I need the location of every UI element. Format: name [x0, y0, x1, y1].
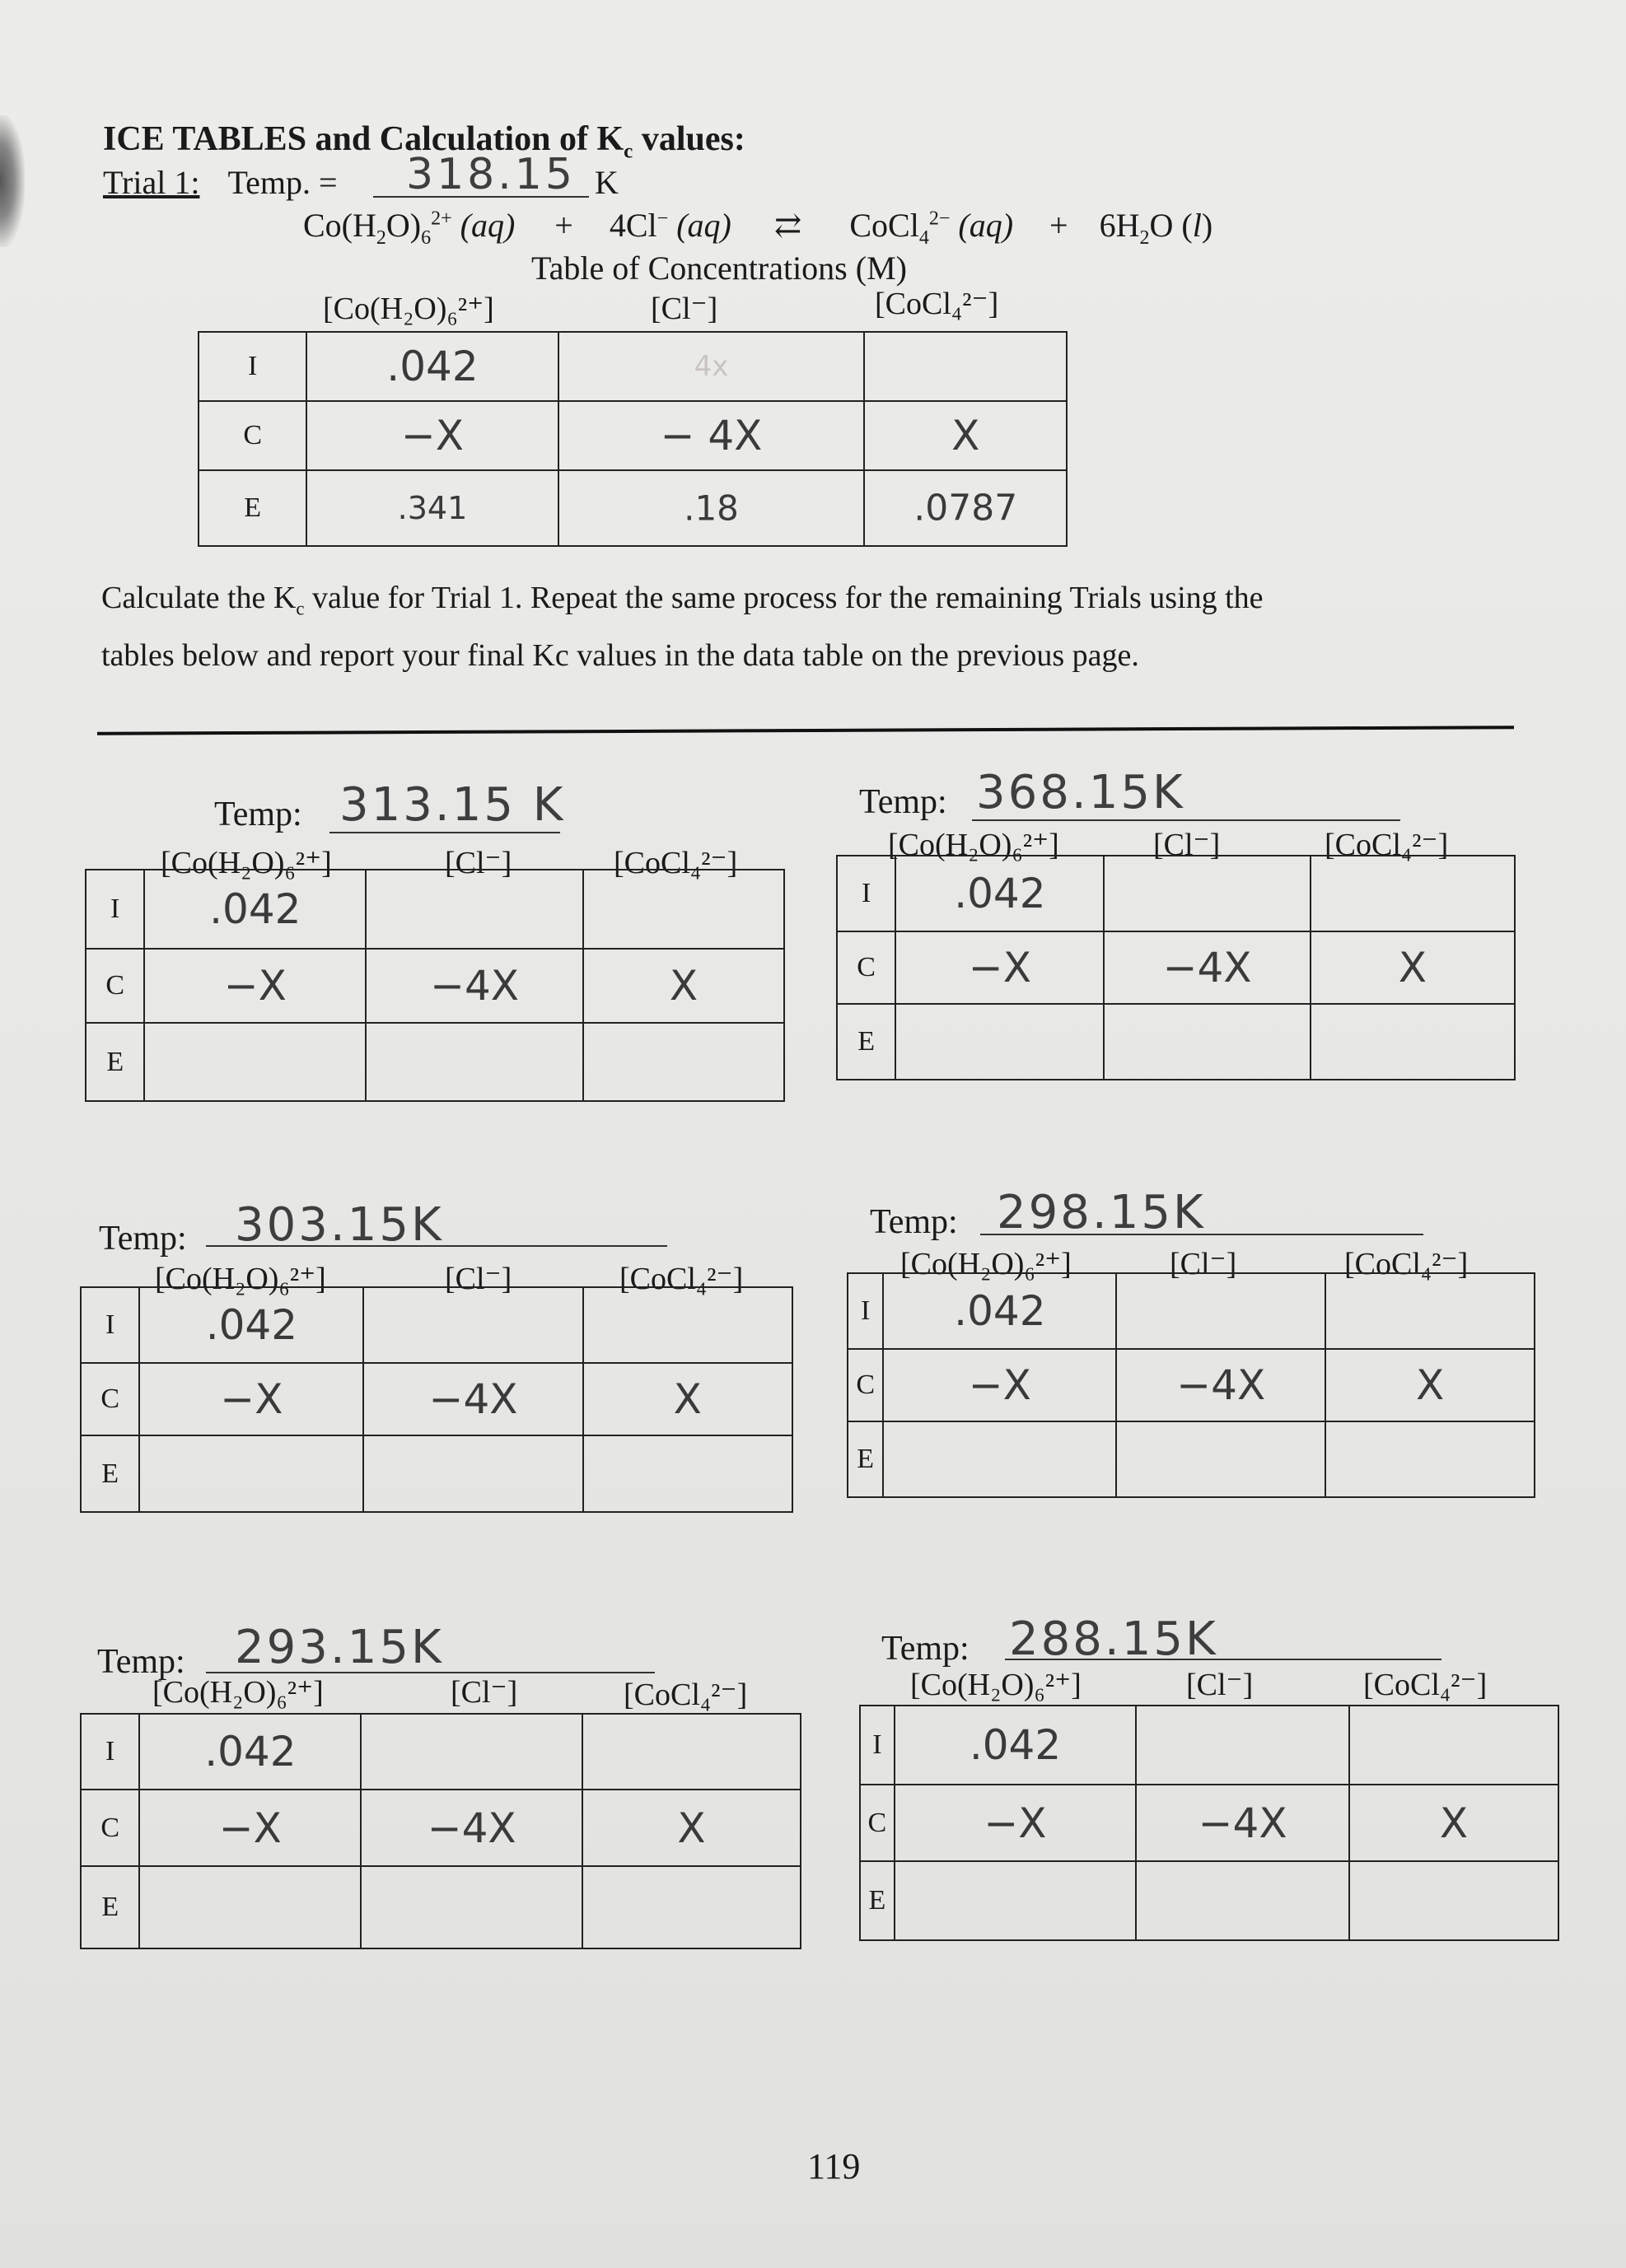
trial5-ice-table [847, 1272, 1535, 1498]
trial2-cell-e-2[interactable] [583, 1023, 784, 1101]
cell-value: −4X [1162, 944, 1252, 992]
trial1-ice-table [198, 331, 1068, 547]
eq-r1: Co(H [303, 207, 376, 244]
table-row [81, 1363, 792, 1435]
trial1-temp-row [103, 163, 338, 202]
trial2-head-co: [Co(H₂O)₆²⁺] [161, 846, 332, 880]
trial3-temp-label: Temp: [859, 783, 947, 821]
trial3-cell-e-0[interactable] [895, 1004, 1104, 1080]
trial6-ice-table [80, 1713, 801, 1949]
cell-value: −4X [427, 1804, 516, 1852]
trial2-cell-e-0[interactable] [144, 1023, 366, 1101]
trial5-head-co: [Co(H₂O)₆²⁺] [900, 1247, 1072, 1281]
trial3-cell-c-0[interactable] [895, 931, 1104, 1004]
eq-p2-state: l [1192, 207, 1202, 244]
cell-value: .042 [204, 1728, 297, 1776]
trial6-cell-i-1[interactable] [361, 1714, 582, 1790]
trial4-head-cl: [Cl⁻] [445, 1262, 512, 1296]
trial7-head-cocl4: [CoCl₄²⁻] [1363, 1668, 1488, 1702]
trial5-head-cocl4: [CoCl₄²⁻] [1344, 1247, 1469, 1281]
row-label-i: I [848, 1273, 883, 1349]
page-edge-shadow [0, 115, 25, 247]
table-row [81, 1790, 801, 1866]
trial2-cell-i-1[interactable] [366, 870, 583, 949]
t1-cell-i-cl[interactable] [558, 332, 865, 401]
table-row [199, 470, 1067, 546]
trial2-temp-value: 313.15 K [339, 778, 566, 832]
trial6-cell-i-0[interactable] [139, 1714, 361, 1790]
t1-cell-i-cocl4[interactable] [864, 332, 1067, 401]
cell-value: .18 [684, 488, 739, 529]
trial5-cell-c-2[interactable] [1325, 1349, 1535, 1421]
trial3-cell-i-2[interactable] [1311, 856, 1515, 931]
row-label-i: I [81, 1287, 139, 1363]
trial4-cell-c-0[interactable] [139, 1363, 363, 1435]
title-text: ICE TABLES and Calculation of K [103, 120, 624, 158]
cell-value: − 4X [660, 412, 763, 460]
trial7-head-co: [Co(H₂O)₆²⁺] [910, 1668, 1082, 1702]
trial6-temp-value: 293.15K [235, 1621, 444, 1674]
eq-r2-state: (aq) [668, 207, 731, 244]
trial4-cell-e-0[interactable] [139, 1435, 363, 1512]
table-row [199, 332, 1067, 401]
t1-cell-e-cl[interactable] [558, 470, 865, 546]
trial1-label: Trial 1: [103, 164, 200, 201]
table-row [81, 1435, 792, 1512]
cell-value: X [1398, 944, 1427, 992]
trial7-head-cl: [Cl⁻] [1186, 1668, 1254, 1702]
trial5-cell-e-1[interactable] [1116, 1421, 1325, 1497]
row-label-i: I [86, 870, 144, 949]
eq-p1-sub: 4 [918, 227, 929, 249]
trial3-head-co: [Co(H₂O)₆²⁺] [888, 828, 1059, 862]
instr-l1-end: value for Trial 1. Repeat the same process for the remaining Trials using the [304, 581, 1264, 615]
trial5-cell-i-0[interactable] [883, 1273, 1116, 1349]
t1-cell-e-co[interactable] [306, 470, 558, 546]
table-row [860, 1785, 1558, 1861]
table-row [860, 1706, 1558, 1785]
eq-plus1: + [554, 207, 573, 244]
cell-value: −X [220, 1375, 283, 1423]
trial1-temp-value: 318.15 [406, 150, 576, 199]
table-row [860, 1861, 1558, 1940]
row-label-i: I [81, 1714, 139, 1790]
eq-r1-state: (aq) [451, 207, 516, 244]
trial3-cell-i-0[interactable] [895, 856, 1104, 931]
trial5-cell-e-0[interactable] [883, 1421, 1116, 1497]
trial7-cell-i-1[interactable] [1136, 1706, 1349, 1785]
row-label-c: C [860, 1785, 895, 1861]
instructions-line1 [101, 575, 1460, 632]
cell-value: −X [968, 944, 1031, 992]
trial2-cell-c-0[interactable] [144, 949, 366, 1023]
row-label-c: C [837, 931, 895, 1004]
trial2-head-cocl4: [CoCl₄²⁻] [614, 846, 738, 880]
cell-value: .042 [969, 1721, 1062, 1769]
trial7-cell-c-1[interactable] [1136, 1785, 1349, 1861]
eq-arrow: ⇄ [773, 207, 802, 244]
trial1-temp-blank[interactable] [373, 150, 589, 199]
eq-r2-charge: − [656, 208, 669, 230]
cell-value: −X [218, 1804, 282, 1852]
trial2-cell-c-1[interactable] [366, 949, 583, 1023]
row-label-c: C [81, 1790, 139, 1866]
eq-r1-d: 6 [421, 227, 432, 249]
cell-value: .042 [954, 870, 1046, 917]
trial7-cell-i-2[interactable] [1349, 1706, 1558, 1785]
eq-r1-c: O) [385, 207, 422, 244]
t1-head-cocl4: [CoCl₄²⁻] [875, 287, 999, 321]
cell-value: .042 [954, 1287, 1046, 1335]
temp-label: Temp. = [227, 164, 338, 201]
trial6-head-cocl4: [CoCl₄²⁻] [624, 1678, 748, 1712]
row-label-e: E [860, 1861, 895, 1940]
trial2-temp-blank[interactable] [329, 832, 560, 833]
trial6-cell-i-2[interactable] [582, 1714, 801, 1790]
trial5-cell-c-1[interactable] [1116, 1349, 1325, 1421]
cell-value: .042 [205, 1301, 298, 1349]
instr-l1: Calculate the K [101, 581, 297, 615]
eq-r2: 4Cl [609, 207, 657, 244]
trial3-temp-value: 368.15K [976, 766, 1185, 819]
trial6-cell-e-2[interactable] [582, 1866, 801, 1948]
title-end: values: [633, 120, 745, 158]
table-row [81, 1714, 801, 1790]
trial5-cell-e-2[interactable] [1325, 1421, 1535, 1497]
row-label-e: E [848, 1421, 883, 1497]
trial4-cell-i-0[interactable] [139, 1287, 363, 1363]
t1-cell-i-co[interactable] [306, 332, 558, 401]
trial5-cell-c-0[interactable] [883, 1349, 1116, 1421]
table-row [86, 949, 784, 1023]
trial6-cell-c-1[interactable] [361, 1790, 582, 1866]
trial3-cell-c-2[interactable] [1311, 931, 1515, 1004]
cell-value: X [1439, 1799, 1469, 1847]
cell-value: .042 [386, 343, 479, 390]
table-row [837, 1004, 1515, 1080]
t1-cell-c-cocl4[interactable] [864, 401, 1067, 470]
cell-value: X [673, 1375, 702, 1423]
trial4-head-cocl4: [CoCl₄²⁻] [619, 1262, 744, 1296]
eq-p2: 6H [1099, 207, 1140, 244]
t1-cell-c-co[interactable] [306, 401, 558, 470]
trial7-cell-c-2[interactable] [1349, 1785, 1558, 1861]
trial4-head-co: [Co(H₂O)₆²⁺] [155, 1262, 326, 1296]
trial7-cell-e-0[interactable] [895, 1861, 1136, 1940]
trial7-temp-value: 288.15K [1009, 1612, 1218, 1666]
trial4-temp-label: Temp: [99, 1220, 187, 1258]
row-label-c: C [848, 1349, 883, 1421]
cell-value: −4X [428, 1375, 518, 1423]
trial3-cell-e-1[interactable] [1104, 1004, 1310, 1080]
cell-faint-note: 4x [694, 350, 729, 383]
trial7-cell-i-0[interactable] [895, 1706, 1136, 1785]
trial4-cell-e-2[interactable] [583, 1435, 792, 1512]
row-label-c: C [86, 949, 144, 1023]
cell-value: −X [984, 1799, 1047, 1847]
trial5-head-cl: [Cl⁻] [1170, 1247, 1237, 1281]
trial2-ice-table [85, 869, 785, 1102]
section-divider [97, 726, 1514, 735]
trial6-head-cl: [Cl⁻] [451, 1675, 518, 1710]
trial4-cell-e-1[interactable] [363, 1435, 582, 1512]
eq-r1-sub: 2 [376, 227, 386, 249]
cell-value: X [677, 1804, 706, 1852]
cell-value: −4X [1198, 1799, 1287, 1847]
trial3-ice-table [836, 855, 1516, 1080]
trial3-temp-blank[interactable] [972, 819, 1400, 821]
eq-p2-sub: 2 [1139, 227, 1150, 249]
trial5-temp-label: Temp: [870, 1203, 958, 1241]
table-row [86, 1023, 784, 1101]
cell-value: .341 [397, 490, 468, 526]
cell-value: X [951, 412, 980, 460]
cell-value: −X [968, 1361, 1031, 1409]
trial4-ice-table [80, 1286, 793, 1513]
temp-unit: K [595, 164, 619, 201]
trial5-temp-value: 298.15K [997, 1186, 1206, 1239]
trial7-cell-e-2[interactable] [1349, 1861, 1558, 1940]
table-row [837, 856, 1515, 931]
table-row [199, 401, 1067, 470]
trial3-cell-e-2[interactable] [1311, 1004, 1515, 1080]
cell-value: −X [400, 412, 465, 460]
page-number: 119 [807, 2146, 861, 2186]
row-label-e: E [837, 1004, 895, 1080]
eq-p1-charge: 2− [928, 208, 951, 230]
trial7-temp-label: Temp: [881, 1630, 970, 1668]
row-label-i: I [199, 332, 306, 401]
trial6-cell-c-0[interactable] [139, 1790, 361, 1866]
table-caption: Table of Concentrations (M) [531, 250, 907, 287]
row-label-c: C [199, 401, 306, 470]
t1-head-co: [Co(H₂O)₆²⁺] [323, 292, 494, 326]
row-label-e: E [199, 470, 306, 546]
trial3-head-cl: [Cl⁻] [1153, 828, 1221, 862]
row-label-i: I [837, 856, 895, 931]
row-label-e: E [81, 1435, 139, 1512]
cell-value: X [1415, 1361, 1445, 1409]
trial4-cell-c-2[interactable] [583, 1363, 792, 1435]
eq-p1-state: (aq) [950, 207, 1014, 244]
table-row [848, 1349, 1535, 1421]
eq-p1: CoCl [849, 207, 919, 244]
row-label-e: E [81, 1866, 139, 1948]
trial6-temp-label: Temp: [97, 1643, 185, 1681]
trial5-cell-i-2[interactable] [1325, 1273, 1535, 1349]
trial6-head-co: [Co(H₂O)₆²⁺] [152, 1675, 324, 1710]
row-label-e: E [86, 1023, 144, 1101]
trial7-cell-e-1[interactable] [1136, 1861, 1349, 1940]
trial6-cell-c-2[interactable] [582, 1790, 801, 1866]
table-row [848, 1273, 1535, 1349]
trial3-head-cocl4: [CoCl₄²⁻] [1325, 828, 1449, 862]
t1-cell-c-cl[interactable] [558, 401, 865, 470]
reaction-equation [303, 206, 1212, 250]
table-row [848, 1421, 1535, 1497]
trial2-cell-e-1[interactable] [366, 1023, 583, 1101]
trial2-cell-i-2[interactable] [583, 870, 784, 949]
table-row [837, 931, 1515, 1004]
cell-value: .042 [209, 885, 301, 933]
trial5-cell-i-1[interactable] [1116, 1273, 1325, 1349]
table-row [86, 870, 784, 949]
cell-value: −4X [430, 962, 520, 1010]
row-label-i: I [860, 1706, 895, 1785]
eq-p2-end: O ( [1149, 207, 1193, 244]
title-subscript: c [624, 140, 633, 163]
trial6-cell-e-1[interactable] [361, 1866, 582, 1948]
cell-value: −X [223, 962, 287, 1010]
trial4-cell-i-1[interactable] [363, 1287, 582, 1363]
trial2-cell-i-0[interactable] [144, 870, 366, 949]
instructions [101, 575, 1460, 679]
t1-cell-e-cocl4[interactable] [864, 470, 1067, 546]
cell-value: X [669, 962, 699, 1010]
trial7-cell-c-0[interactable] [895, 1785, 1136, 1861]
eq-plus2: + [1049, 207, 1068, 244]
eq-p2-close: ) [1201, 207, 1213, 244]
table-row [81, 1866, 801, 1948]
instructions-line2: tables below and report your final Kc values in the data table on the previous page. [101, 637, 1139, 673]
cell-value: −4X [1176, 1361, 1266, 1409]
cell-value: .0787 [913, 487, 1018, 530]
eq-r1-charge: 2+ [431, 208, 452, 230]
trial6-cell-e-0[interactable] [139, 1866, 361, 1948]
table-row [81, 1287, 792, 1363]
trial4-cell-c-1[interactable] [363, 1363, 582, 1435]
trial7-ice-table [859, 1705, 1559, 1941]
trial2-temp-label: Temp: [214, 796, 302, 833]
trial3-cell-c-1[interactable] [1104, 931, 1310, 1004]
trial4-temp-value: 303.15K [235, 1198, 444, 1252]
trial4-cell-i-2[interactable] [583, 1287, 792, 1363]
trial2-head-cl: [Cl⁻] [445, 846, 512, 880]
t1-head-cl: [Cl⁻] [651, 292, 718, 326]
row-label-c: C [81, 1363, 139, 1435]
trial3-cell-i-1[interactable] [1104, 856, 1310, 931]
trial2-cell-c-2[interactable] [583, 949, 784, 1023]
instr-l1-sub: c [296, 598, 305, 619]
